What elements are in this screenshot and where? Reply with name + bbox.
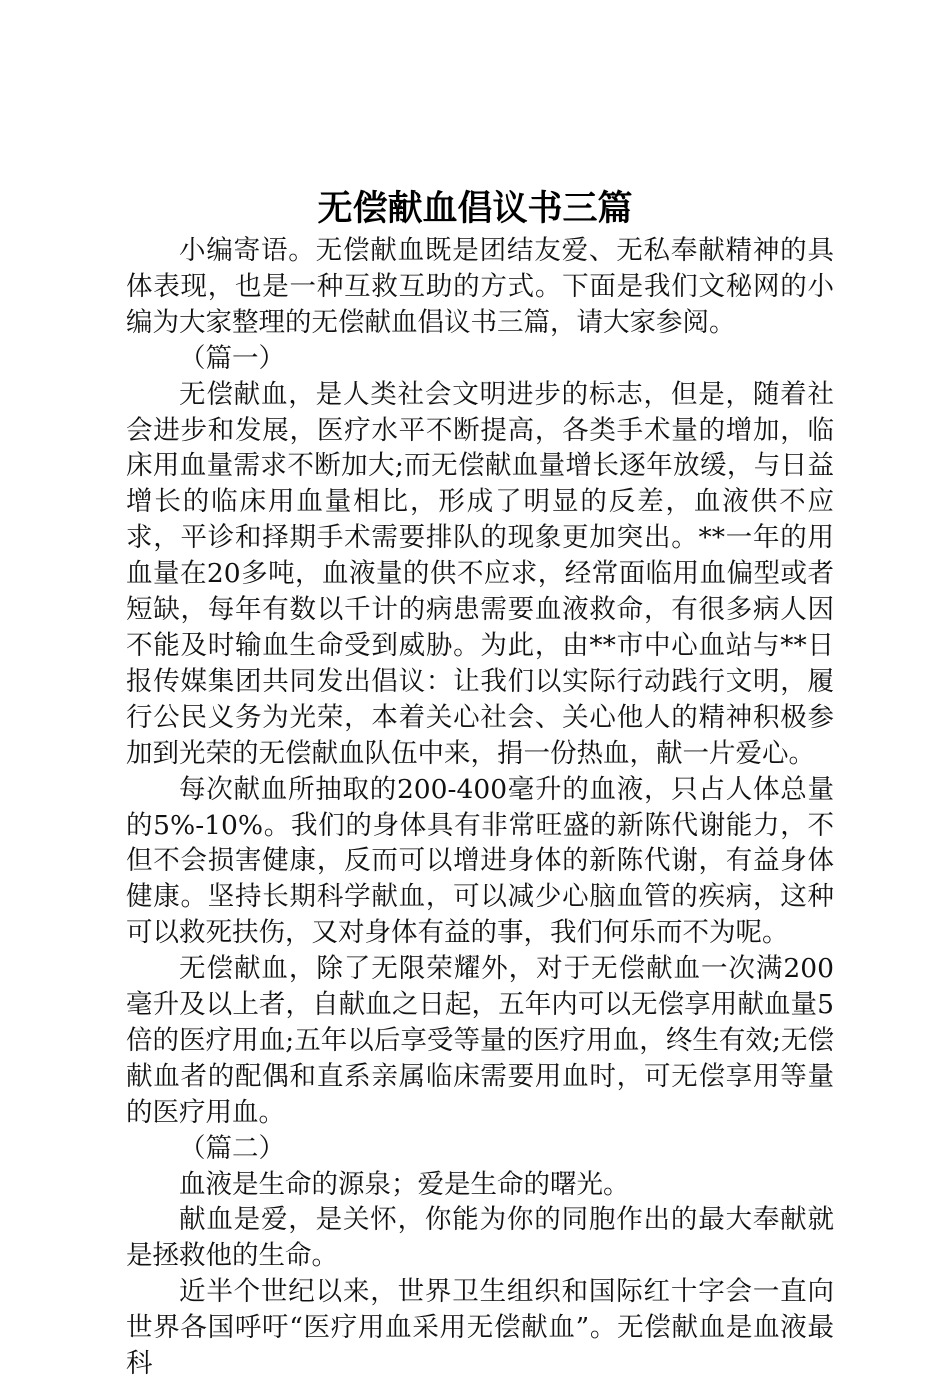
document-title: 无偿献血倡议书三篇 — [317, 188, 633, 229]
document-body — [126, 233, 834, 1382]
paragraph-1-1: 无偿献血，是人类社会文明进步的标志，但是，随着社会进步和发展，医疗水平不断提高，各类手术量的增加，临床用血量需求不断加大;而无偿献血量增长逐年放缓，与日益增长的临床用血量相比，形成了明显的反差，血液供不应求，平诊和择期手术需要排队的现象更加突出。**一年的用血量在20多吨，血液量的供不应求，经常面临用血偏型或者短缺，每年有数以千计的病患需要血液救命，有很多病人因不能及时输血生命受到威胁。为此，由**市中心血站与**日报传媒集团共同发出倡议：让我们以实际行动践行文明，履行公民义务为光荣，本着关心社会、关心他人的精神积极参加到光荣的无偿献血队伍中来，捐一份热血，献一片爱心。 — [126, 378, 834, 769]
paragraph-intro: 小编寄语。无偿献血既是团结友爱、无私奉献精神的具体表现，也是一种互救互助的方式。下面是我们文秘网的小编为大家整理的无偿献血倡议书三篇，请大家参阅。 — [126, 235, 834, 338]
paragraph-1-3: 无偿献血，除了无限荣耀外，对于无偿献血一次满200毫升及以上者，自献血之日起，五年内可以无偿享用献血量5倍的医疗用血;五年以后享受等量的医疗用血，终生有效;无偿献血者的配偶和直系亲属临床需要用血时，可无偿享用等量的医疗用血。 — [126, 953, 834, 1128]
paragraph-2-2: 献血是爱，是关怀，你能为你的同胞作出的最大奉献就是拯救他的生命。 — [126, 1204, 834, 1272]
paragraph-2-3: 近半个世纪以来，世界卫生组织和国际红十字会一直向世界各国呼吁“医疗用血采用无偿献血”。无偿献血是血液最科 — [126, 1276, 834, 1380]
section-heading-1: （篇一） — [179, 342, 285, 374]
paragraph-2-1: 血液是生命的源泉；爱是生命的曙光。 — [179, 1168, 630, 1200]
paragraph-1-2: 每次献血所抽取的200-400毫升的血液，只占人体总量的5%-10%。我们的身体具有非常旺盛的新陈代谢能力，不但不会损害健康，反而可以增进身体的新陈代谢，有益身体健康。坚持长期科学献血，可以减少心脑血管的疾病，这种可以救死扶伤，又对身体有益的事，我们何乐而不为呢。 — [126, 773, 834, 949]
section-heading-2: （篇二） — [179, 1132, 285, 1164]
